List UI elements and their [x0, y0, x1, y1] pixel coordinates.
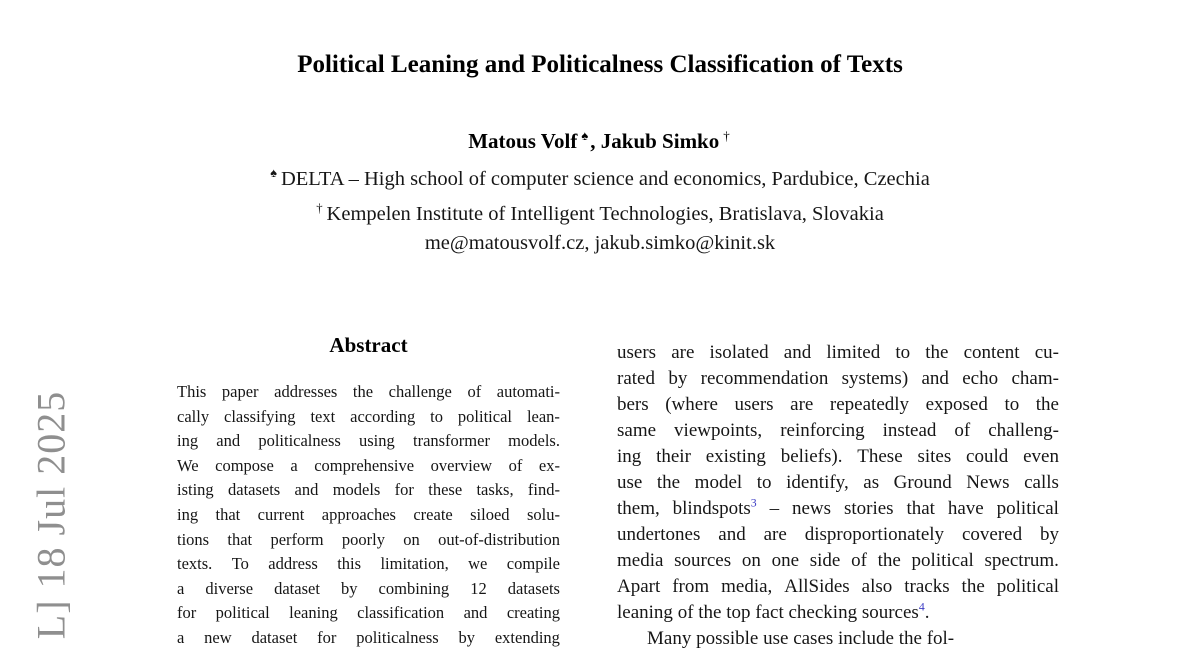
- author-name-2: Jakub Simko: [600, 129, 720, 153]
- text-line: This paper addresses the challenge of automati-: [177, 382, 560, 401]
- authors-separator: ,: [590, 129, 601, 153]
- text-line: texts. To address this limitation, we compile: [177, 554, 560, 574]
- text-line: Many possible use cases include the fol-: [647, 628, 955, 649]
- dagger-mark-icon: †: [723, 128, 730, 143]
- abstract-heading: Abstract: [329, 333, 408, 357]
- text-line: bers (where users are repeatedly exposed to the: [617, 394, 1059, 415]
- spade-mark-icon: ♠: [581, 128, 589, 143]
- text-line: a new dataset for politicalness by extending: [177, 627, 560, 647]
- footnote-ref[interactable]: 3: [750, 496, 757, 510]
- abstract-column: [177, 380, 560, 651]
- text-line: tions that perform poorly on out-of-distribution: [177, 529, 560, 549]
- text-line: media sources on one side of the political spectrum.: [617, 550, 1059, 571]
- text-line: cally classifying text according to political lean-: [177, 406, 560, 426]
- text-line: Apart from media, AllSides also tracks the political: [617, 576, 1059, 597]
- text-line: for political leaning classification and creating: [177, 603, 560, 623]
- spade-mark-icon: ♠: [270, 166, 277, 180]
- dagger-mark-icon: †: [316, 200, 323, 215]
- paper-title: Political Leaning and Politicalness Classification of Texts: [297, 51, 903, 78]
- text-line: rated by recommendation systems) and echo cham-: [617, 368, 1059, 389]
- text-line: ing that current approaches create siloed solu-: [177, 504, 560, 524]
- text-line: a diverse dataset by combining 12 datasets: [177, 578, 560, 598]
- affiliation-line-1: [0, 159, 1200, 194]
- affiliation-text: Kempelen Institute of Intelligent Technologies, Bratislava, Slovakia: [326, 202, 884, 225]
- footnote-ref[interactable]: 4: [918, 600, 925, 614]
- text-line: leaning of the top fact checking sources$^4$.: [617, 600, 930, 623]
- text-line: same viewpoints, reinforcing instead of challeng-: [617, 420, 1059, 441]
- affiliation-line-2: [0, 194, 1200, 229]
- text-line: isting datasets and models for these tasks, find-: [177, 480, 560, 500]
- author-name-1: Matous Volf: [468, 129, 578, 153]
- text-line: them, blindspots$^3$ – news stories that have political: [617, 496, 1059, 519]
- text-line: ing their existing beliefs). These sites could even: [617, 446, 1059, 467]
- intro-column: [617, 340, 1059, 652]
- text-line: use the model to identify, as Ground News calls: [617, 472, 1059, 493]
- text-line: ing and politicalness using transformer models.: [177, 431, 560, 451]
- emails-line: me@matousvolf.cz, jakub.simko@kinit.sk: [424, 231, 776, 254]
- authors-line: [0, 128, 1200, 154]
- arxiv-watermark: L] 18 Jul 2025: [28, 390, 74, 640]
- text-line: undertones and are disproportionately covered by: [617, 524, 1059, 545]
- text-line: We compose a comprehensive overview of ex-: [177, 455, 560, 475]
- affiliations-block: [0, 159, 1200, 258]
- text-line: users are isolated and limited to the content cu-: [617, 342, 1059, 363]
- affiliation-text: DELTA – High school of computer science and economics, Pardubice, Czechia: [280, 167, 930, 190]
